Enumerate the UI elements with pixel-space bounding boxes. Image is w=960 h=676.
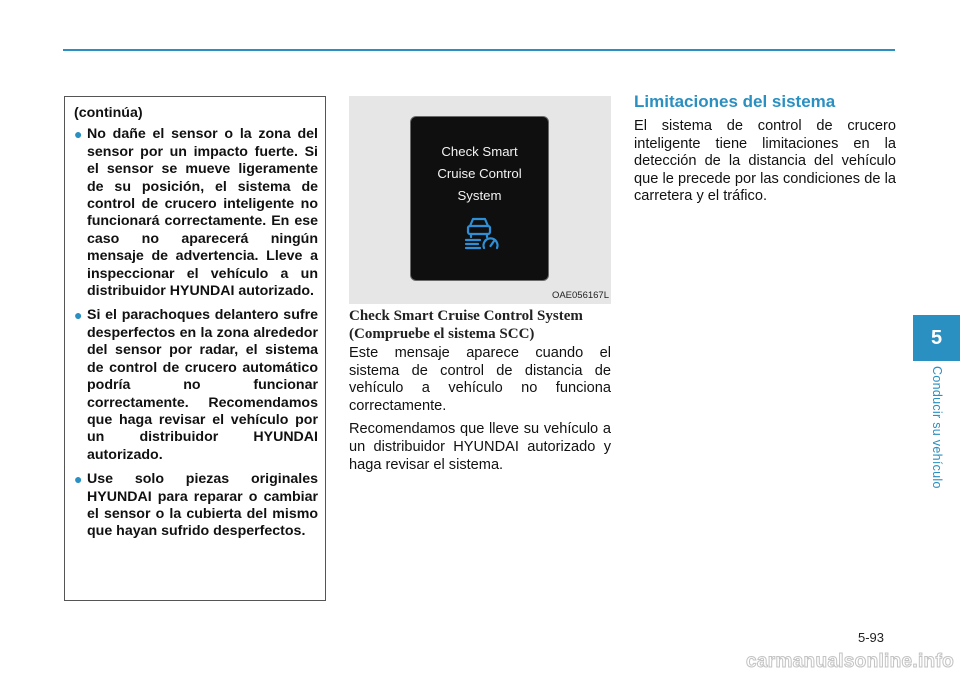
bullet-icon: ● — [74, 307, 83, 324]
cluster-display — [410, 116, 549, 281]
limitations-paragraph: El sistema de control de crucero inteligente tiene limitaciones en la detección de la distancia del vehículo que le precede por las condiciones de la carretera y el tráfico. — [634, 118, 896, 205]
chapter-tab: 5 — [913, 315, 960, 361]
chapter-title: Conducir su vehículo — [930, 366, 944, 489]
caution-box — [64, 96, 326, 601]
caution-item: ● Si el parachoques delantero sufre desperfectos en la zona alrededor del sensor por radar, el sistema de control de crucero automático podría no funcionar correctamente. Recomendamos que haga revisar el vehículo por un distribuidor HYUNDAI autorizado. — [74, 307, 318, 463]
message-heading: Check Smart Cruise Control System (Compruebe el sistema SCC) — [349, 308, 583, 342]
caution-list — [74, 126, 318, 540]
display-message: Check Smart Cruise Control System — [437, 144, 522, 203]
top-rule — [63, 49, 895, 51]
message-paragraph: Este mensaje aparece cuando el sistema de control de distancia de vehículo a vehículo no funciona correctamente. — [349, 345, 611, 414]
message-body — [349, 345, 611, 480]
cluster-figure — [349, 96, 611, 304]
limitations-heading: Limitaciones del sistema — [634, 92, 836, 111]
figure-code: OAE056167L — [551, 290, 609, 301]
caution-item: ● Use solo piezas originales HYUNDAI para reparar o cambiar el sensor o la cubierta del mismo que hayan sufrido desperfectos. — [74, 471, 318, 540]
message-paragraph: Recomendamos que lleve su vehículo a un distribuidor HYUNDAI autorizado y haga revisar el sistema. — [349, 421, 611, 473]
caution-title: (continúa) — [74, 105, 143, 121]
page-number: 5-93 — [858, 630, 885, 645]
scc-warning-icon — [460, 211, 502, 253]
watermark: carmanualsonline.info — [746, 651, 954, 672]
bullet-icon: ● — [74, 471, 83, 488]
bullet-icon: ● — [74, 126, 83, 143]
caution-item: ● No dañe el sensor o la zona del sensor por un impacto fuerte. Si el sensor se mueve ligeramente de su posición, el sistema de control de crucero inteligente no funcionará correctamente. En ese caso no aparecerá ningún mensaje de advertencia. Lleve a inspeccionar el vehículo a un distribuidor HYUNDAI autorizado. — [74, 126, 318, 300]
limitations-body — [634, 118, 896, 206]
